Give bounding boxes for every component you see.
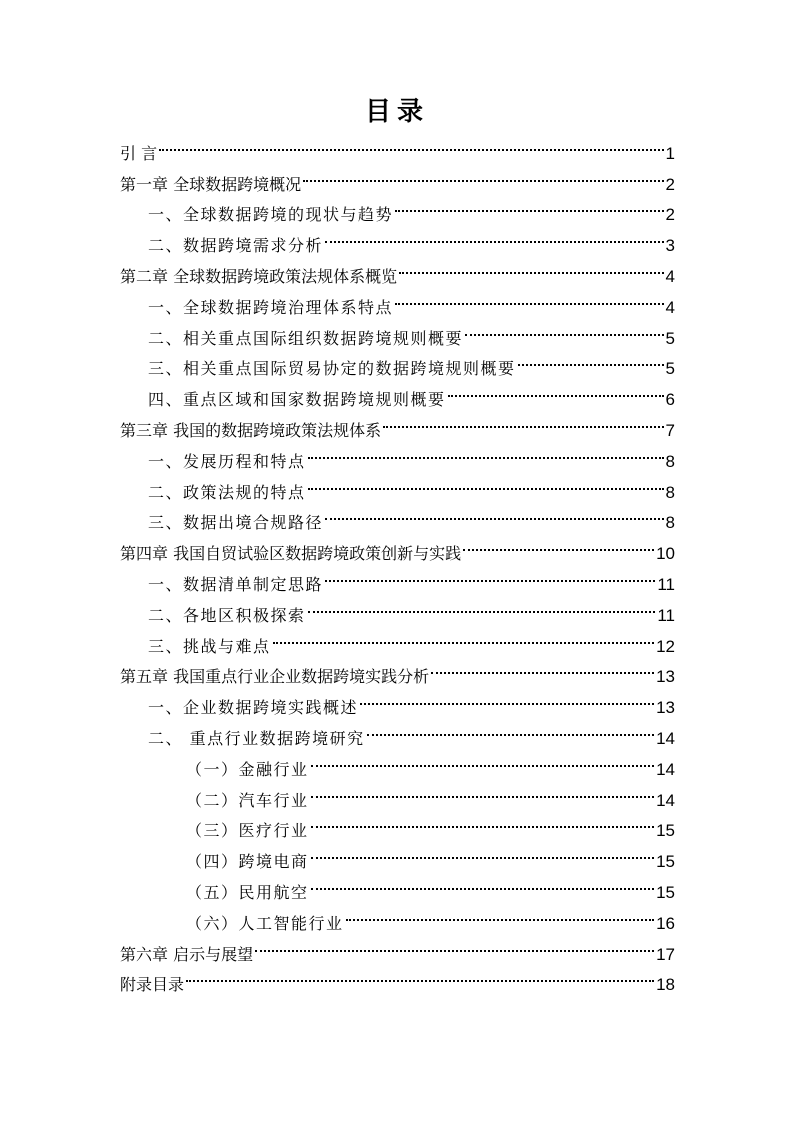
toc-entry-page-number: 5: [665, 328, 675, 348]
toc-entry-page-number: 14: [656, 790, 675, 810]
toc-entry-page-number: 14: [656, 759, 675, 779]
toc-dot-leader: [311, 836, 655, 867]
toc-entry-page-number: 14: [656, 728, 675, 748]
toc-entry-label: 一、发展历程和特点: [148, 451, 306, 471]
toc-entry-page-number: 11: [657, 605, 675, 625]
toc-dot-leader: [311, 867, 655, 898]
toc-entry-page-number: 7: [665, 420, 675, 440]
toc-entry-label: 第五章 我国重点行业企业数据跨境实践分析: [120, 667, 430, 687]
toc-entry-label: 二、各地区积极探索: [148, 605, 306, 625]
toc-entry-label: 四、重点区域和国家数据跨境规则概要: [148, 390, 446, 410]
toc-entry-label: 第六章 启示与展望: [120, 944, 254, 964]
toc-dot-leader: [311, 806, 655, 837]
toc-dot-leader: [308, 590, 656, 621]
toc-entry-page-number: 1: [665, 143, 675, 163]
toc-dot-leader: [399, 251, 663, 282]
toc-entry-page-number: 13: [656, 698, 675, 718]
toc-dot-leader: [463, 528, 654, 559]
toc-entry-page-number: 6: [665, 390, 675, 410]
toc-entry-page-number: 5: [665, 359, 675, 379]
toc-dot-leader: [395, 282, 664, 313]
toc-entry-page-number: 8: [665, 482, 675, 502]
toc-dot-leader: [159, 128, 663, 159]
toc-dot-leader: [325, 220, 664, 251]
toc-entry-label: 二、 重点行业数据跨境研究: [148, 728, 365, 748]
toc-entry-label: 三、数据出境合规路径: [148, 513, 324, 533]
toc-dot-leader: [255, 929, 654, 960]
toc-entry-label: 一、企业数据跨境实践概述: [148, 698, 359, 718]
toc-dot-leader: [431, 652, 654, 683]
toc-entry-label: 三、挑战与难点: [148, 636, 271, 656]
toc-dot-leader: [325, 498, 664, 529]
toc-entry-label: 一、全球数据跨境的现状与趋势: [148, 205, 394, 225]
table-of-contents: [120, 128, 675, 995]
toc-entry-page-number: 15: [656, 852, 675, 872]
toc-entry-page-number: 8: [665, 513, 675, 533]
toc-dot-leader: [346, 898, 655, 929]
toc-entry-page-number: 3: [665, 236, 675, 256]
toc-dot-leader: [308, 436, 664, 467]
toc-entry-page-number: 4: [665, 266, 675, 286]
toc-dot-leader: [325, 559, 655, 590]
toc-entry[interactable]: [120, 128, 675, 163]
toc-entry[interactable]: [120, 159, 675, 194]
toc-entry-label: 第二章 全球数据跨境政策法规体系概览: [120, 266, 398, 286]
toc-entry-label: 附录目录: [120, 975, 185, 995]
toc-dot-leader: [360, 682, 654, 713]
toc-entry-page-number: 11: [657, 574, 675, 594]
toc-entry-label: （二）汽车行业: [186, 790, 309, 810]
toc-dot-leader: [311, 744, 655, 775]
toc-entry-label: （六）人工智能行业: [186, 913, 344, 933]
toc-entry[interactable]: [120, 960, 675, 995]
toc-entry-page-number: 8: [665, 451, 675, 471]
toc-entry-page-number: 2: [665, 174, 675, 194]
toc-entry-page-number: 15: [656, 882, 675, 902]
toc-title: 目录: [364, 97, 429, 127]
toc-entry-label: 一、全球数据跨境治理体系特点: [148, 297, 394, 317]
toc-entry-page-number: 17: [656, 944, 675, 964]
toc-entry-page-number: 12: [656, 636, 675, 656]
toc-dot-leader: [518, 344, 664, 375]
toc-entry-label: （三）医疗行业: [186, 821, 309, 841]
toc-dot-leader: [308, 467, 664, 498]
toc-dot-leader: [395, 190, 664, 221]
toc-entry-label: 第三章 我国的数据跨境政策法规体系: [120, 420, 382, 440]
toc-entry-label: （一）金融行业: [186, 759, 309, 779]
toc-dot-leader: [367, 713, 654, 744]
toc-entry-page-number: 4: [665, 297, 675, 317]
toc-dot-leader: [311, 775, 655, 806]
toc-dot-leader: [273, 621, 655, 652]
toc-entry-label: 第四章 我国自贸试验区数据跨境政策创新与实践: [120, 544, 462, 564]
toc-entry-page-number: 13: [656, 667, 675, 687]
toc-entry-page-number: 18: [656, 975, 675, 995]
toc-entry-page-number: 16: [656, 913, 675, 933]
toc-entry-page-number: 15: [656, 821, 675, 841]
toc-entry-label: （四）跨境电商: [186, 852, 309, 872]
toc-entry-label: 二、数据跨境需求分析: [148, 236, 324, 256]
toc-entry-label: 一、数据清单制定思路: [148, 574, 324, 594]
toc-entry-label: 第一章 全球数据跨境概况: [120, 174, 302, 194]
toc-entry-label: （五）民用航空: [186, 882, 309, 902]
toc-entry-label: 引 言: [120, 143, 158, 163]
toc-dot-leader: [465, 313, 664, 344]
toc-entry-label: 二、相关重点国际组织数据跨境规则概要: [148, 328, 464, 348]
toc-entry-page-number: 10: [656, 544, 675, 564]
toc-dot-leader: [383, 405, 663, 436]
toc-dot-leader: [186, 960, 654, 991]
toc-entry-label: 二、政策法规的特点: [148, 482, 306, 502]
toc-dot-leader: [448, 374, 664, 405]
toc-entry-page-number: 2: [665, 205, 675, 225]
toc-dot-leader: [303, 159, 663, 190]
toc-entry-label: 三、相关重点国际贸易协定的数据跨境规则概要: [148, 359, 516, 379]
